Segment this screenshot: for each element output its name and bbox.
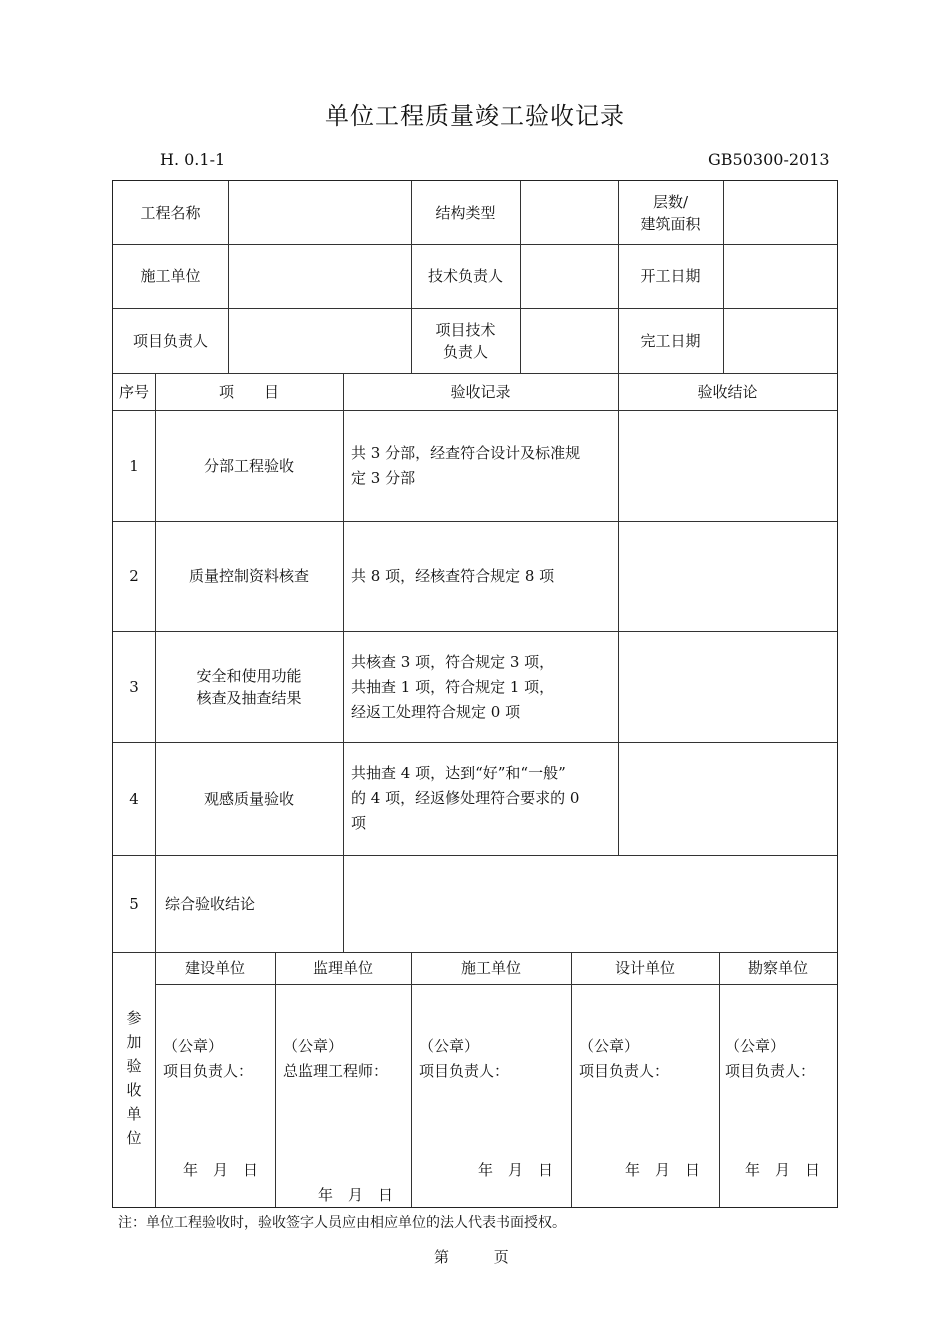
- seal-label: （公章）: [283, 1037, 344, 1055]
- signer-role: 总监理工程师：: [283, 1062, 389, 1080]
- col-header-seq: 序号: [118, 382, 149, 401]
- participants-label-char: 位: [126, 1129, 142, 1147]
- seal-label: （公章）: [579, 1037, 640, 1055]
- item-line: 核查及抽查结果: [196, 688, 302, 707]
- record-line: 项: [351, 814, 367, 832]
- signature-block-owner[interactable]: [163, 1034, 253, 1084]
- label-construction-unit: 施工单位: [140, 267, 201, 285]
- col-divider: [719, 952, 720, 1207]
- overall-conclusion-field[interactable]: [343, 855, 837, 952]
- floors-area-field[interactable]: [723, 181, 837, 244]
- row-conclusion-field[interactable]: [618, 631, 837, 742]
- signature-block-designer[interactable]: [579, 1034, 669, 1084]
- record-line: 共抽查 1 项，符合规定 1 项，: [351, 678, 555, 696]
- record-line: 共 8 项，经核查符合规定 8 项: [351, 567, 555, 585]
- unit-name-supervisor: 监理单位: [312, 959, 373, 977]
- item-line: 安全和使用功能: [196, 666, 302, 685]
- seal-label: （公章）: [163, 1037, 224, 1055]
- record-line: 定 3 分部: [351, 469, 416, 487]
- row-item: 质量控制资料核查: [188, 567, 309, 585]
- seal-label: （公章）: [419, 1037, 480, 1055]
- finish-date-field[interactable]: [723, 308, 837, 373]
- row-conclusion-field[interactable]: [618, 410, 837, 521]
- participants-label-char: 参: [126, 1009, 142, 1027]
- signer-role: 项目负责人：: [419, 1062, 510, 1080]
- row-item: 分部工程验收: [203, 456, 294, 475]
- unit-name-owner: 建设单位: [184, 959, 245, 977]
- row-seq: 3: [129, 677, 139, 696]
- project-name-field[interactable]: [228, 181, 411, 244]
- signature-block-supervisor[interactable]: [283, 1034, 388, 1084]
- col-header-conclusion: 验收结论: [697, 382, 758, 401]
- participants-label-char: 验: [126, 1057, 142, 1075]
- label-project-tech-lead-line2: 负责人: [442, 342, 488, 361]
- label-finish-date: 完工日期: [640, 331, 701, 350]
- seal-label: （公章）: [725, 1037, 786, 1055]
- row-seq: 1: [129, 456, 139, 475]
- sign-date: 年 月 日: [183, 1161, 259, 1179]
- signer-role: 项目负责人：: [163, 1062, 254, 1080]
- signer-role: 项目负责人：: [725, 1062, 816, 1080]
- row-record[interactable]: [351, 761, 616, 836]
- col-divider: [571, 952, 572, 1207]
- unit-name-designer: 设计单位: [614, 959, 675, 977]
- label-project-name: 工程名称: [140, 203, 201, 222]
- row-item: 观感质量验收: [203, 789, 294, 808]
- row-item: [155, 631, 343, 742]
- construction-unit-field[interactable]: [228, 244, 411, 308]
- footnote: 注：单位工程验收时，验收签字人员应由相应单位的法人代表书面授权。: [118, 1215, 566, 1231]
- label-project-tech-lead: [411, 308, 520, 373]
- row-record[interactable]: [351, 564, 616, 589]
- record-line: 共抽查 4 项，达到“好”和“一般”: [351, 764, 566, 782]
- form-table: [112, 180, 838, 1208]
- record-line: 共 3 分部，经查符合设计及标准规: [351, 444, 581, 462]
- row-conclusion-field[interactable]: [618, 521, 837, 631]
- participants-label-char: 单: [126, 1105, 142, 1123]
- row-divider: [155, 984, 837, 985]
- page-number: 第 页: [434, 1248, 509, 1266]
- project-tech-lead-field[interactable]: [520, 308, 618, 373]
- col-divider: [411, 952, 412, 1207]
- form-code: H. 0.1-1: [160, 150, 226, 169]
- tech-lead-field[interactable]: [520, 244, 618, 308]
- label-start-date: 开工日期: [640, 267, 701, 285]
- participants-label-char: 加: [126, 1033, 142, 1051]
- project-lead-field[interactable]: [228, 308, 411, 373]
- sign-date: 年 月 日: [745, 1161, 821, 1179]
- row-conclusion-field[interactable]: [618, 742, 837, 855]
- sign-date: 年 月 日: [318, 1186, 394, 1204]
- participants-label-char: 收: [126, 1081, 142, 1099]
- label-floors-area: [618, 181, 723, 244]
- row-seq: 5: [129, 894, 139, 913]
- record-line: 的 4 项，经返修处理符合要求的 0: [351, 789, 580, 807]
- signer-role: 项目负责人：: [579, 1062, 670, 1080]
- record-line: 经返工处理符合规定 0 项: [351, 703, 521, 721]
- signature-block-contractor[interactable]: [419, 1034, 509, 1084]
- participants-label: [124, 1006, 144, 1150]
- label-tech-lead: 技术负责人: [427, 267, 503, 285]
- unit-name-contractor: 施工单位: [460, 959, 521, 977]
- unit-name-surveyor: 勘察单位: [747, 959, 808, 977]
- col-header-record: 验收记录: [450, 382, 511, 401]
- row-item: 综合验收结论: [165, 894, 256, 913]
- label-project-lead: 项目负责人: [132, 331, 208, 350]
- col-divider: [275, 952, 276, 1207]
- row-record[interactable]: [351, 441, 616, 491]
- row-record[interactable]: [351, 650, 616, 725]
- row-seq: 4: [129, 789, 139, 808]
- signature-block-surveyor[interactable]: [725, 1034, 815, 1084]
- label-structure-type: 结构类型: [435, 203, 496, 222]
- sign-date: 年 月 日: [478, 1161, 554, 1179]
- sign-date: 年 月 日: [625, 1161, 701, 1179]
- structure-type-field[interactable]: [520, 181, 618, 244]
- start-date-field[interactable]: [723, 244, 837, 308]
- record-line: 共核查 3 项，符合规定 3 项，: [351, 653, 555, 671]
- label-project-tech-lead-line1: 项目技术: [435, 320, 496, 339]
- row-seq: 2: [129, 567, 139, 585]
- label-floors-area-line2: 建筑面积: [640, 214, 701, 233]
- label-floors-area-line1: 层数/: [652, 192, 689, 211]
- page-title: 单位工程质量竣工验收记录: [325, 102, 625, 130]
- col-header-item: 项 目: [218, 382, 279, 401]
- standard-code: GB50300-2013: [708, 150, 830, 169]
